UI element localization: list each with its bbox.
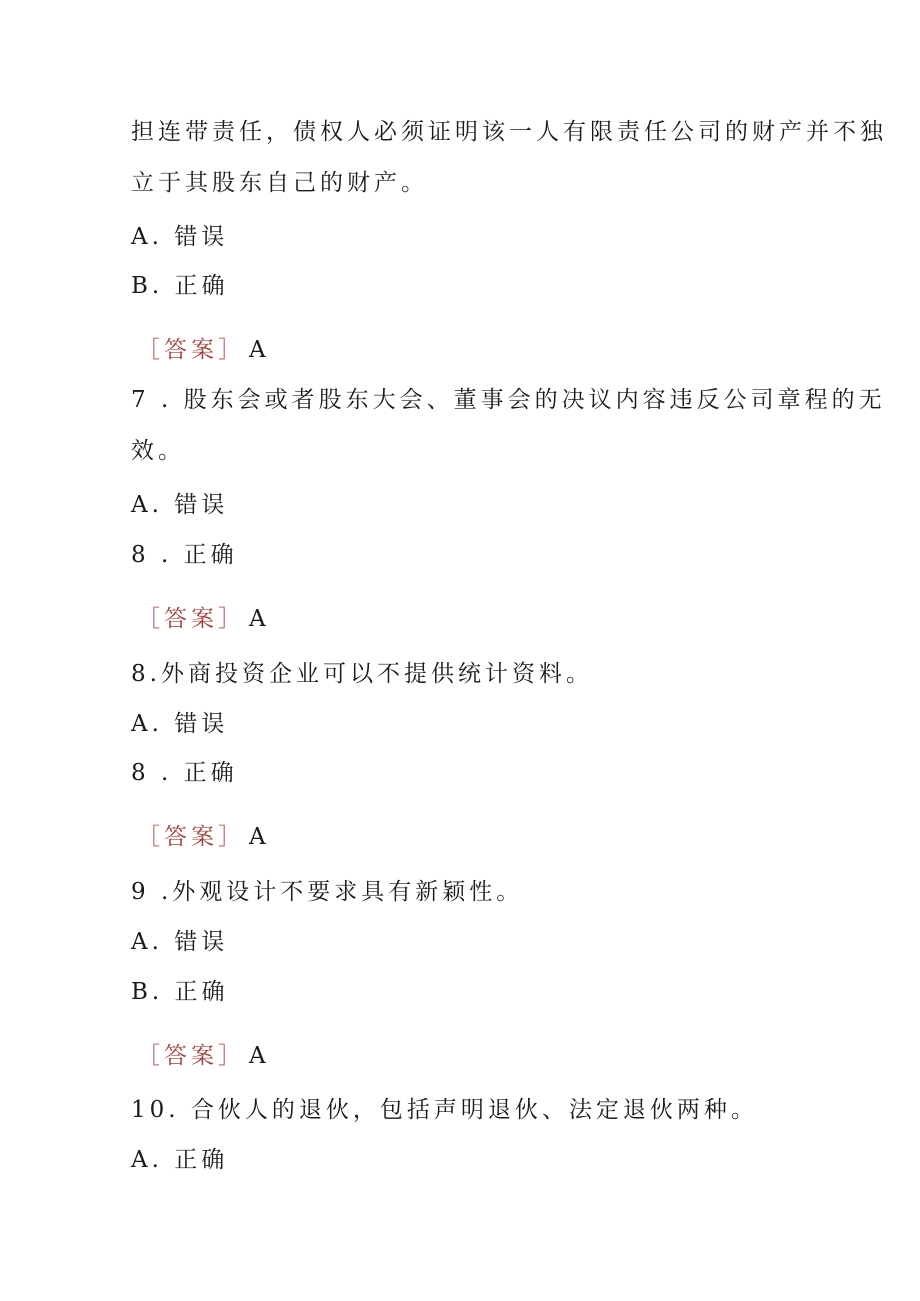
- answer-value: A: [249, 824, 270, 850]
- option-b: 8 . 正确: [131, 542, 238, 568]
- question-10: 10. 合伙人的退伙，包括声明退伙、法定退伙两种。: [131, 1097, 758, 1123]
- question-7: 7 . 股东会或者股东大会、董事会的决议内容违反公司章程的无: [131, 387, 886, 413]
- option-a: A. 错误: [131, 711, 229, 737]
- answer-label: ［答案］: [137, 1043, 245, 1069]
- answer-value: A: [249, 1043, 270, 1069]
- answer-label: ［答案］: [137, 606, 245, 632]
- answer-line: [137, 822, 270, 852]
- question-9: 9 .外观设计不要求具有新颖性。: [131, 879, 524, 905]
- answer-value: A: [249, 606, 270, 632]
- option-a: A. 错误: [131, 929, 229, 955]
- question-text-line: 效。: [131, 438, 185, 464]
- option-a: A. 错误: [131, 224, 229, 250]
- question-text-line: 立于其股东自己的财产。: [131, 170, 428, 196]
- answer-line: [137, 335, 270, 365]
- option-b: 8 . 正确: [131, 760, 238, 786]
- option-b: B. 正确: [131, 273, 229, 299]
- option-a: A. 正确: [131, 1147, 229, 1173]
- answer-value: A: [249, 337, 270, 363]
- question-text-line: 担连带责任，债权人必须证明该一人有限责任公司的财产并不独: [131, 119, 887, 145]
- option-a: A. 错误: [131, 492, 229, 518]
- option-b: B. 正确: [131, 979, 229, 1005]
- answer-line: [137, 604, 270, 634]
- answer-label: ［答案］: [137, 824, 245, 850]
- question-8: 8.外商投资企业可以不提供统计资料。: [131, 661, 593, 687]
- answer-label: ［答案］: [137, 337, 245, 363]
- answer-line: [137, 1041, 270, 1071]
